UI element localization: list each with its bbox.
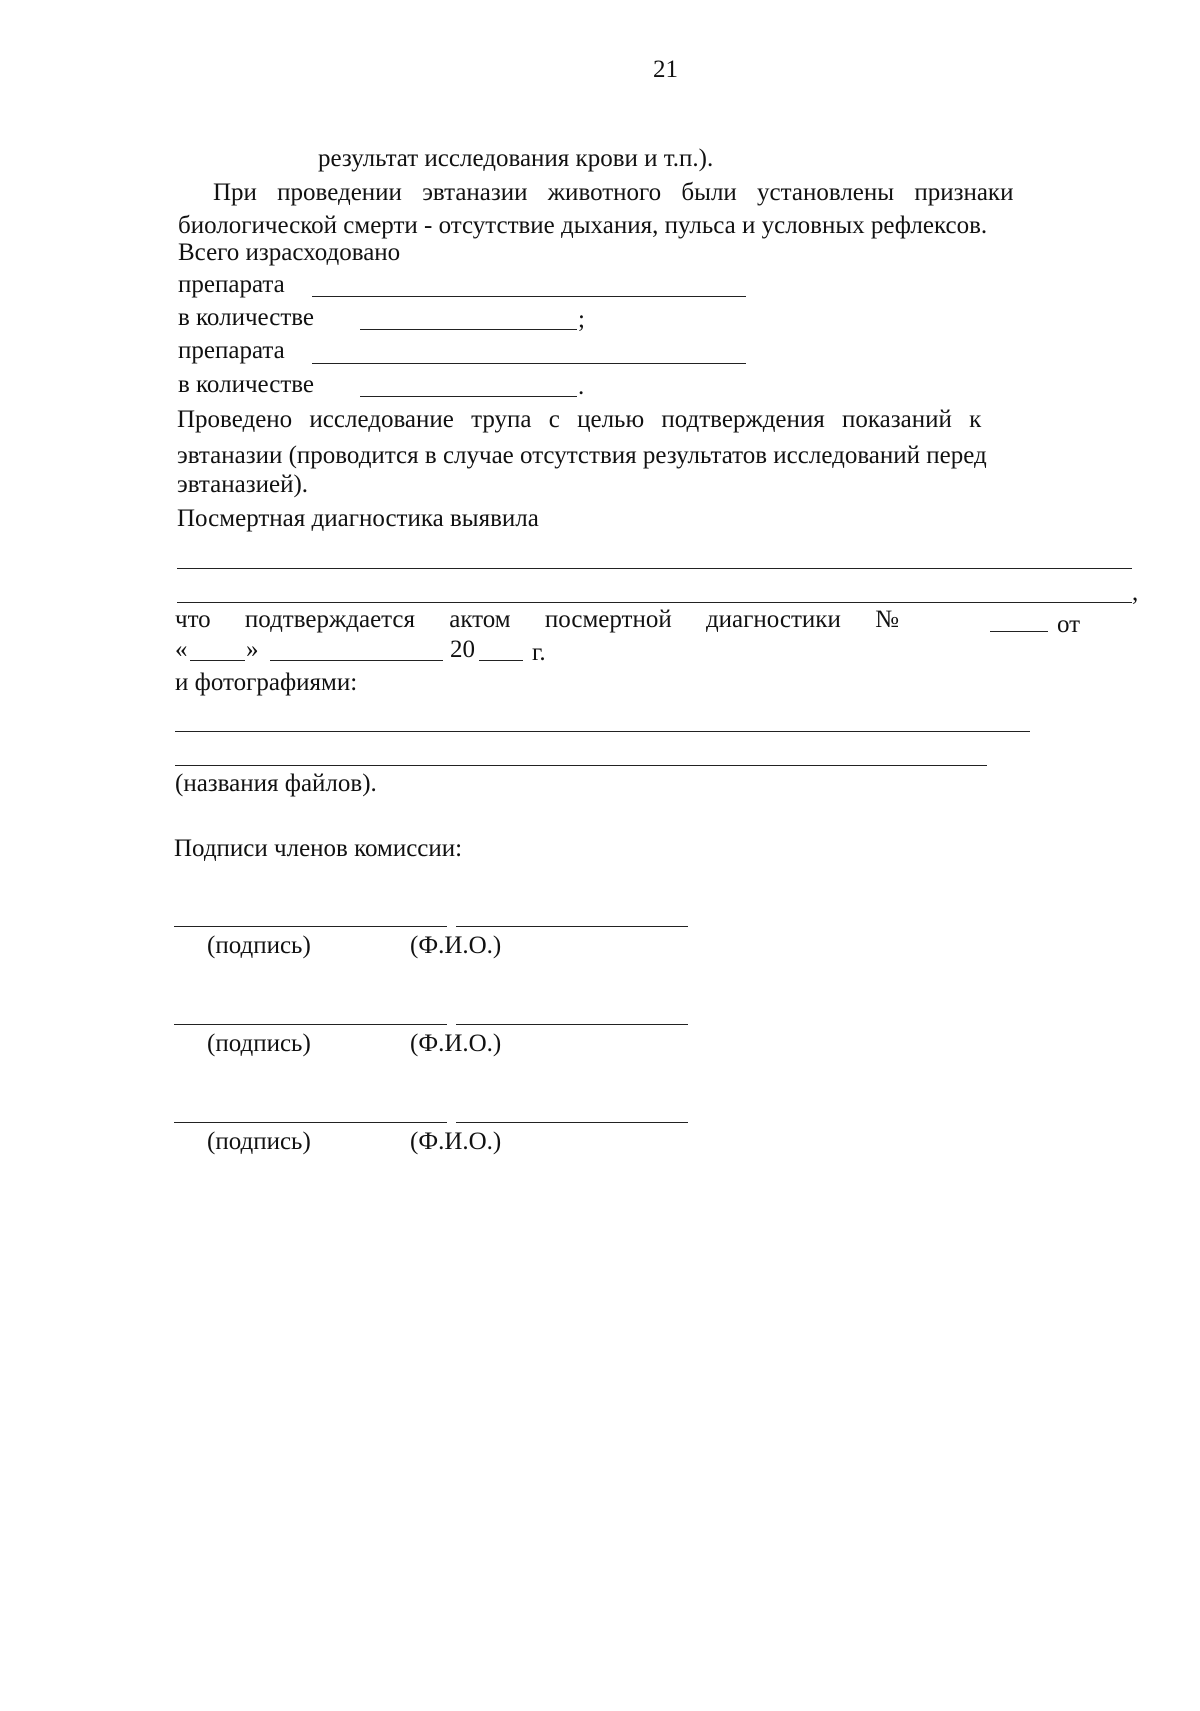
date-close-quote: » [246,636,259,663]
drug-2-label: препарата [178,337,285,364]
signature-3-caption: (подпись) [207,1128,311,1155]
name-3-caption: (Ф.И.О.) [410,1128,502,1155]
act-from-label: от [1057,611,1081,638]
text-line-2-content: При проведении эвтаназии животного были установлены признаки [213,179,1014,206]
text-line-9: Проведено исследование трупа с целью подтверждения показаний к [177,406,982,433]
text-line-10: эвтаназии (проводится в случае отсутствия результатов исследований перед [177,442,987,469]
text-line-12: Посмертная диагностика выявила [177,505,539,532]
date-year-prefix: 20 [450,636,475,663]
diagnosis-comma: , [1132,579,1139,606]
text-line-11: эвтаназией). [177,471,309,498]
drug-1-label: препарата [178,271,285,298]
diagnosis-blank-1 [177,568,1132,569]
name-3-blank [456,1122,688,1123]
act-number-blank [990,631,1048,632]
quantity-2-end: . [578,373,585,400]
signature-2-blank [174,1024,447,1025]
diagnosis-blank-2 [177,602,1132,603]
drug-1-blank [312,296,746,297]
name-1-blank [456,926,688,927]
signature-2-caption: (подпись) [207,1030,311,1057]
text-line-15: и фотографиями: [175,669,358,696]
quantity-1-end: ; [578,306,585,333]
text-line-4: Всего израсходовано [178,239,401,266]
quantity-2-label: в количестве [178,371,315,398]
quantity-1-label: в количестве [178,304,315,331]
text-line-2 [213,180,1120,205]
drug-2-blank [312,363,746,364]
date-month-blank [270,660,443,661]
date-day-blank [190,660,245,661]
quantity-1-blank [360,329,577,330]
date-year-blank [479,660,523,661]
date-open-quote: « [175,636,188,663]
name-1-caption: (Ф.И.О.) [410,932,502,959]
signature-1-caption: (подпись) [207,932,311,959]
signature-3-blank [174,1122,447,1123]
text-line-13: что подтверждается актом посмертной диагностики № [175,606,899,633]
text-line-1: результат исследования крови и т.п.). [318,145,714,172]
signature-1-blank [174,926,447,927]
quantity-2-blank [360,396,577,397]
date-year-suffix: г. [532,639,546,666]
photos-blank-2 [175,765,987,766]
name-2-caption: (Ф.И.О.) [410,1030,502,1057]
signatures-title: Подписи членов комиссии: [174,835,463,862]
text-line-3: биологической смерти - отсутствие дыхания, пульса и условных рефлексов. [178,212,988,239]
page-number: 21 [653,56,678,83]
photos-blank-1 [175,731,1030,732]
name-2-blank [456,1024,688,1025]
files-note: (названия файлов). [175,770,377,797]
